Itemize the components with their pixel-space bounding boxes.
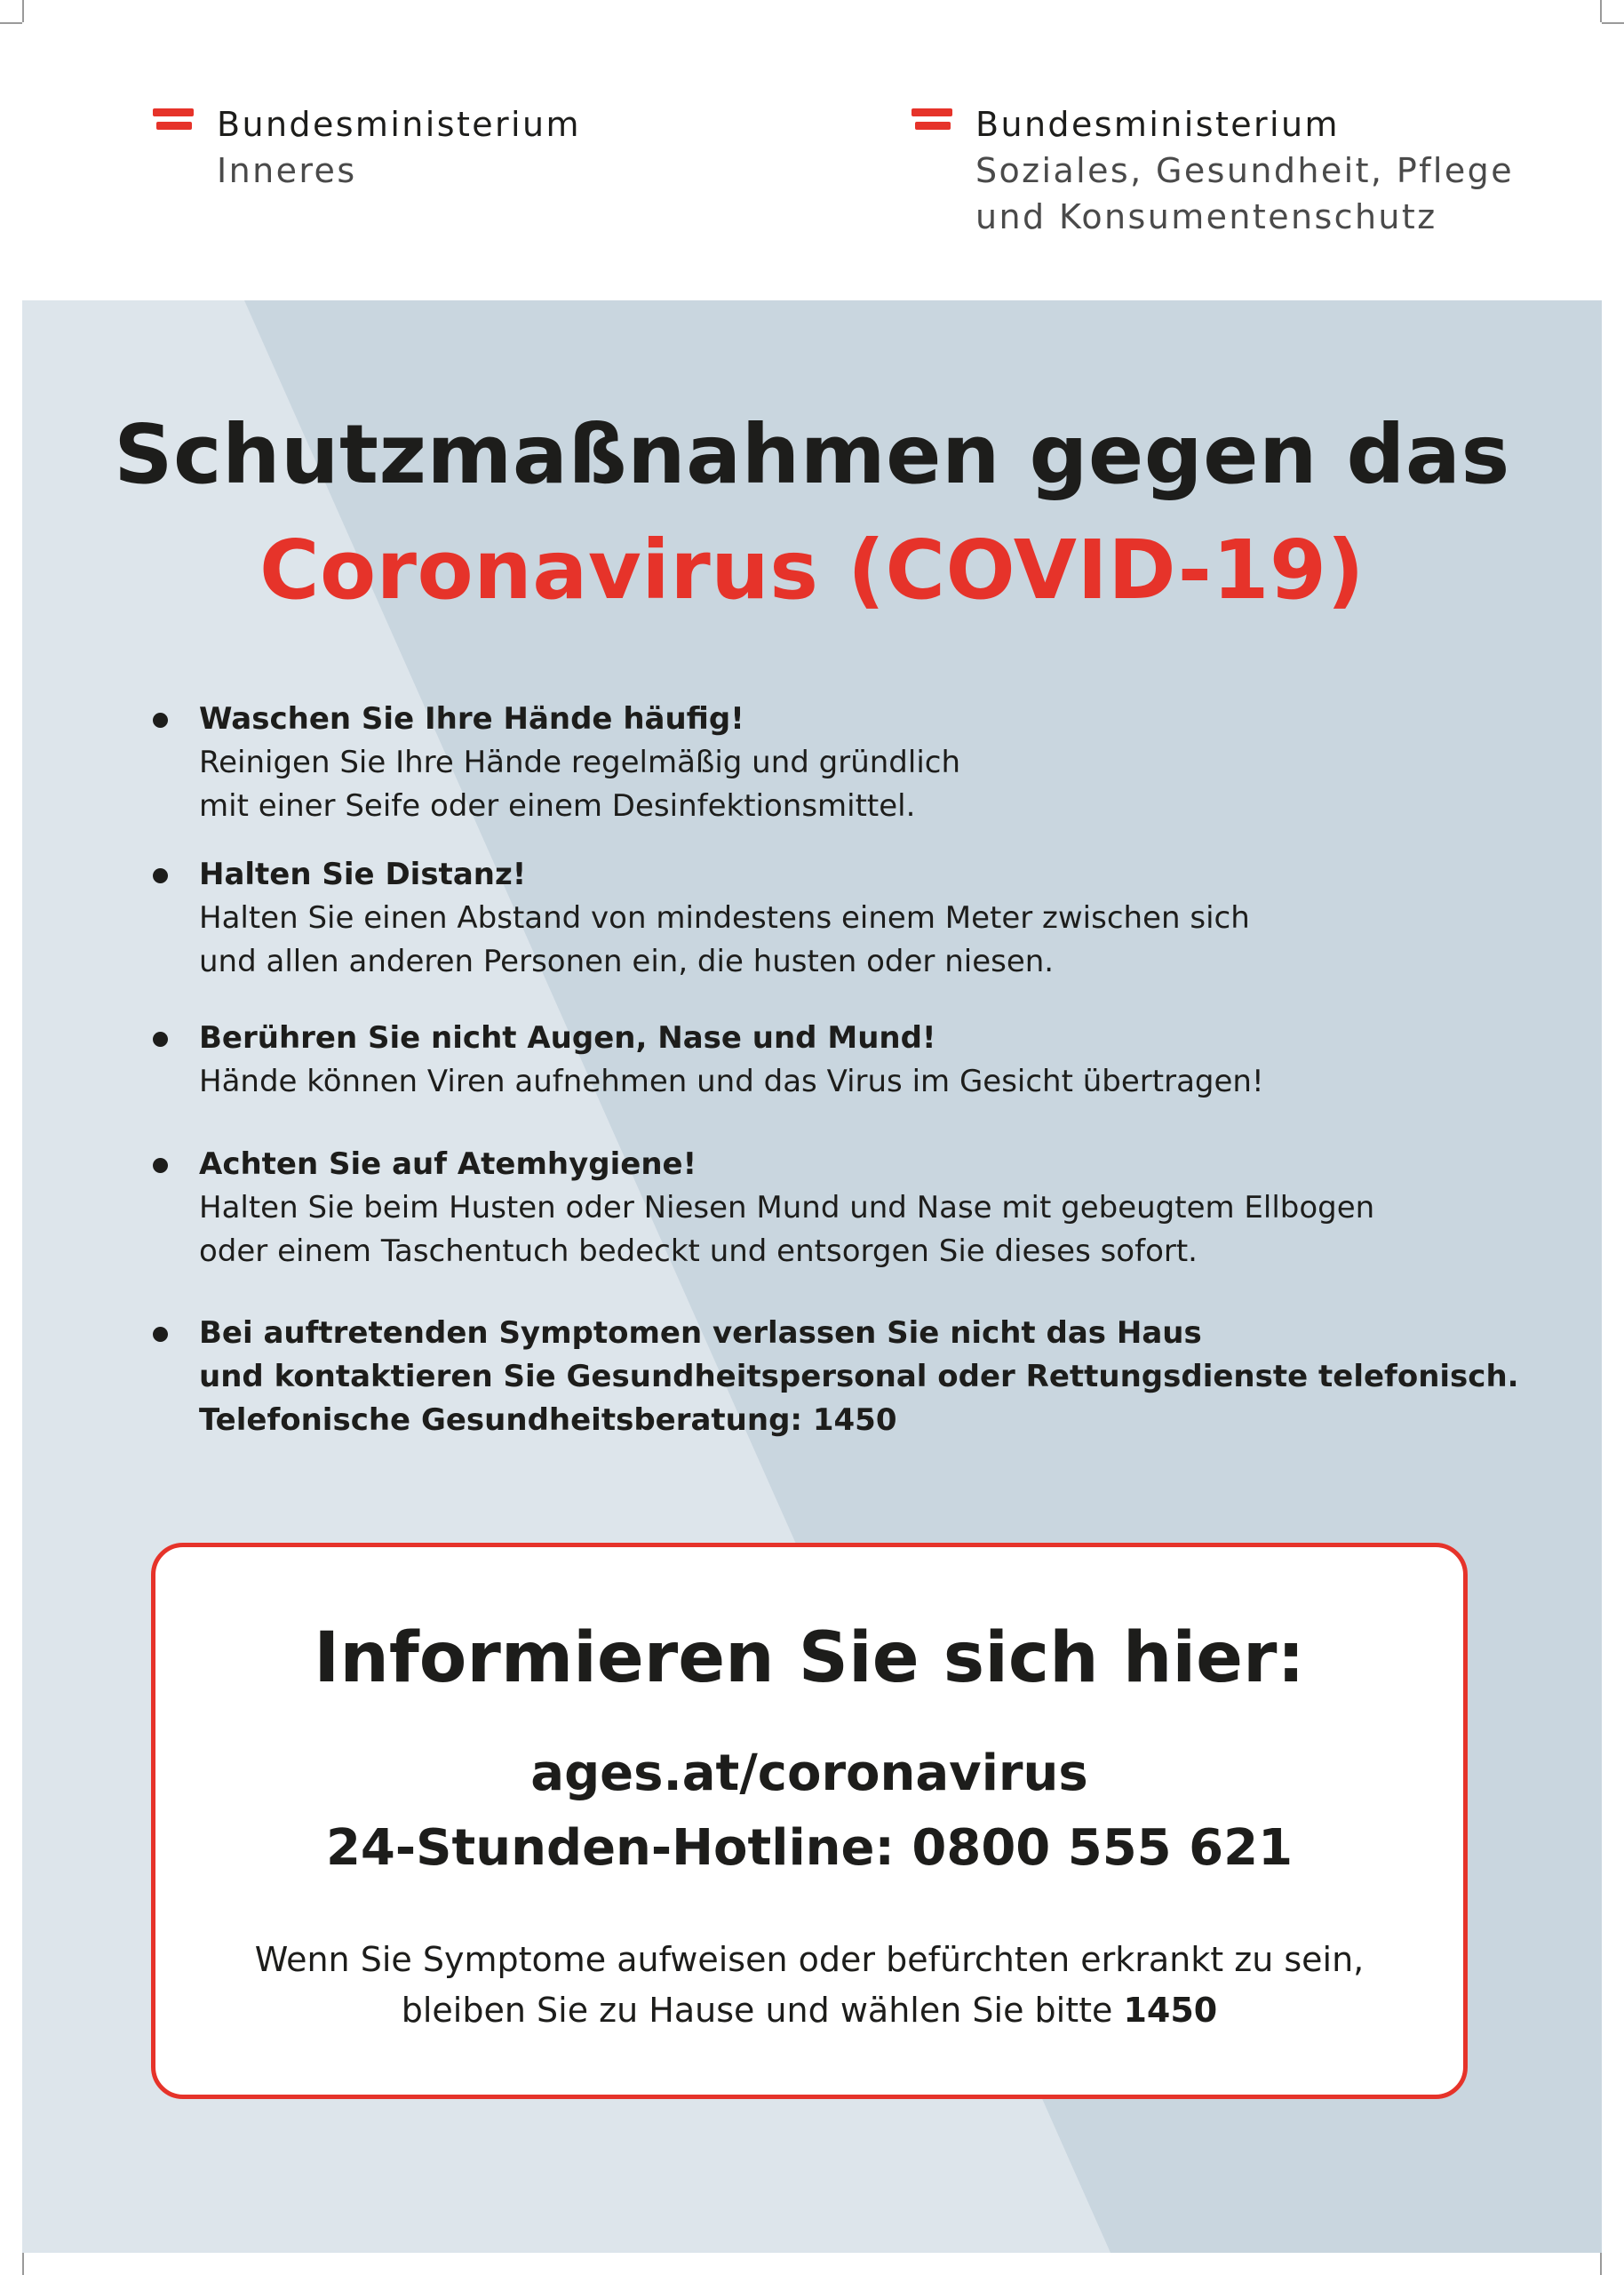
- measure-text: Hände können Viren aufnehmen und das Virus im Gesicht übertragen!: [199, 1064, 1264, 1099]
- bullet-icon: [153, 1158, 168, 1173]
- info-note-line-2: [155, 1985, 1463, 2036]
- measure-text: Reinigen Sie Ihre Hände regelmäßig und gründlich: [199, 745, 961, 780]
- info-note-text: bleiben Sie zu Hause und wählen Sie bitte: [401, 1991, 1124, 2030]
- ministry-name: Bundesministerium: [975, 105, 1340, 144]
- bullet-icon: [153, 1032, 168, 1047]
- headline-line-2: Coronavirus (COVID-19): [259, 523, 1365, 618]
- ministry-interior-logo: [153, 101, 581, 194]
- measure-item: [153, 1312, 1539, 1442]
- measure-text: Telefonische Gesundheitsberatung: 1450: [199, 1402, 897, 1438]
- measure-title: Bei auftretenden Symptomen verlassen Sie nicht das Haus: [199, 1315, 1202, 1351]
- ministry-department: und Konsumentenschutz: [975, 197, 1437, 236]
- measure-text: Halten Sie beim Husten oder Niesen Mund und Nase mit gebeugtem Ellbogen: [199, 1190, 1375, 1225]
- crop-mark-top-left-v: [22, 0, 24, 22]
- bullet-icon: [153, 1327, 168, 1342]
- info-note-line-1: Wenn Sie Symptome aufweisen oder befürchten erkrankt zu sein,: [254, 1940, 1365, 1979]
- crop-mark-bottom-right-v: [1600, 2253, 1602, 2275]
- hotline-number: 24-Stunden-Hotline: 0800 555 621: [325, 1819, 1294, 1877]
- crop-mark-bottom-left-v: [22, 2253, 24, 2275]
- health-hotline-number: 1450: [1123, 1991, 1218, 2030]
- info-url-link[interactable]: ages.at/coronavirus: [530, 1744, 1088, 1802]
- bullet-icon: [153, 713, 168, 728]
- measure-item: [153, 1143, 1539, 1273]
- measure-title: Achten Sie auf Atemhygiene!: [199, 1146, 697, 1182]
- measure-item: [153, 698, 1539, 828]
- crop-mark-top-right-v: [1600, 0, 1602, 22]
- crop-mark-top-left-h: [0, 22, 22, 24]
- measure-text: und kontaktieren Sie Gesundheitspersonal oder Rettungsdienste telefonisch.: [199, 1359, 1519, 1394]
- headline-line-1: Schutzmaßnahmen gegen das: [114, 407, 1510, 502]
- measure-text: und allen anderen Personen ein, die husten oder niesen.: [199, 944, 1055, 979]
- ministry-department: Inneres: [217, 151, 357, 190]
- bullet-icon: [153, 868, 168, 883]
- measure-item: [153, 1017, 1539, 1104]
- info-box: [151, 1543, 1468, 2099]
- crop-mark-top-right-h: [1602, 22, 1624, 24]
- measure-text: mit einer Seife oder einem Desinfektionsmittel.: [199, 788, 916, 824]
- info-title: Informieren Sie sich hier:: [314, 1618, 1305, 1698]
- measure-text: oder einem Taschentuch bedeckt und entsorgen Sie dieses sofort.: [199, 1233, 1198, 1269]
- measure-title: Berühren Sie nicht Augen, Nase und Mund!: [199, 1020, 936, 1056]
- ministry-name: Bundesministerium: [217, 105, 581, 144]
- austria-flag-icon: [912, 108, 952, 137]
- measure-text: Halten Sie einen Abstand von mindestens einem Meter zwischen sich: [199, 900, 1250, 936]
- austria-flag-icon: [153, 108, 194, 137]
- measures-list: [153, 698, 1539, 1442]
- measure-item: [153, 853, 1539, 984]
- measure-title: Halten Sie Distanz!: [199, 857, 527, 892]
- ministry-department: Soziales, Gesundheit, Pflege: [975, 151, 1514, 190]
- ministry-health-logo: [912, 101, 1514, 240]
- measure-title: Waschen Sie Ihre Hände häufig!: [199, 701, 744, 737]
